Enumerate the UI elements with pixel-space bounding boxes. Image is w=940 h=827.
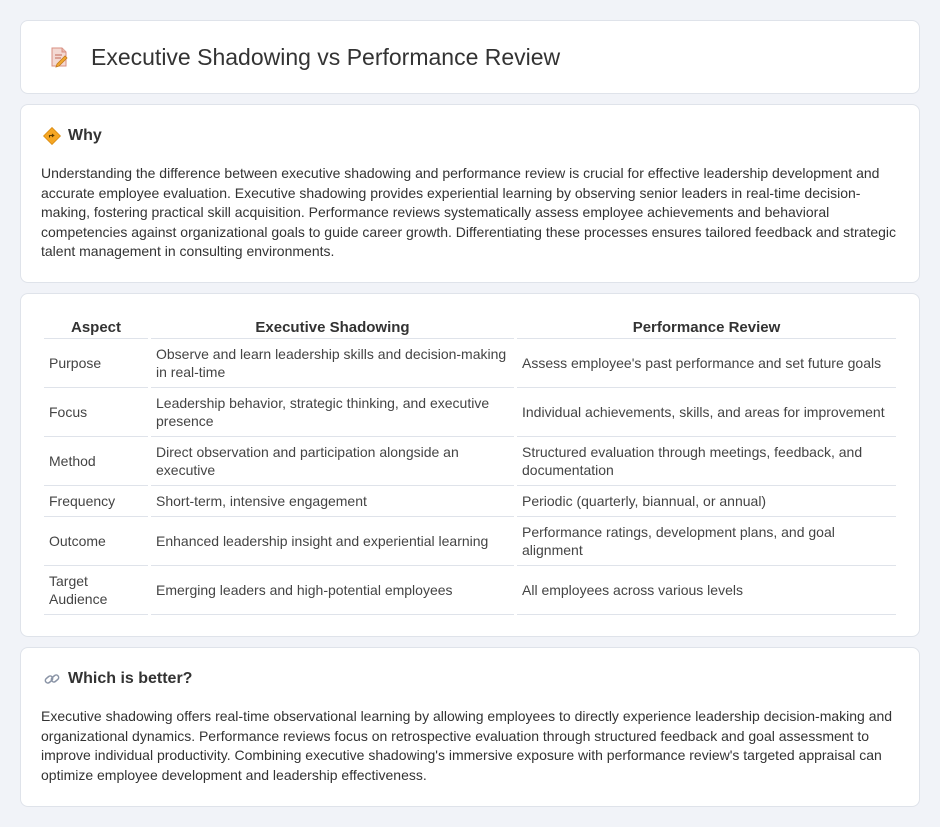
row-aspect: Frequency <box>44 486 148 517</box>
page-title: Executive Shadowing vs Performance Review <box>91 43 561 70</box>
row-aspect: Outcome <box>44 517 148 566</box>
comparison-table-card <box>20 293 920 637</box>
better-heading-row <box>43 668 899 690</box>
row-performance-review: Assess employee's past performance and set future goals <box>517 339 896 388</box>
header-card <box>20 20 920 94</box>
column-header-aspect: Aspect <box>44 316 148 339</box>
row-performance-review: Individual achievements, skills, and areas for improvement <box>517 388 896 437</box>
row-aspect: Target Audience <box>44 566 148 615</box>
table-header-row <box>44 316 896 339</box>
row-executive-shadowing: Short-term, intensive engagement <box>151 486 514 517</box>
table-row <box>44 339 896 388</box>
better-heading: Which is better? <box>68 670 193 687</box>
which-is-better-section <box>20 647 920 807</box>
row-performance-review: Periodic (quarterly, biannual, or annual) <box>517 486 896 517</box>
row-aspect: Method <box>44 437 148 486</box>
row-executive-shadowing: Leadership behavior, strategic thinking, and executive presence <box>151 388 514 437</box>
column-header-executive-shadowing: Executive Shadowing <box>151 316 514 339</box>
why-heading-row <box>43 125 899 147</box>
row-executive-shadowing: Direct observation and participation alongside an executive <box>151 437 514 486</box>
table-row <box>44 486 896 517</box>
better-text: Executive shadowing offers real-time observational learning by allowing employees to directly experience leadership decision-making and organizational dynamics. Performance reviews focus on retrospective evaluation through structured feedback and goal assessment to improve individual productivity. Combining executive shadowing's immersive exposure with performance review's targeted appraisal can optimize employee development and leadership effectiveness. <box>41 708 893 783</box>
table-row <box>44 566 896 615</box>
table-row <box>44 517 896 566</box>
row-performance-review: All employees across various levels <box>517 566 896 615</box>
row-executive-shadowing: Enhanced leadership insight and experiential learning <box>151 517 514 566</box>
diamond-sign-icon <box>43 127 61 145</box>
column-header-performance-review: Performance Review <box>517 316 896 339</box>
comparison-table <box>41 316 899 615</box>
row-executive-shadowing: Emerging leaders and high-potential employees <box>151 566 514 615</box>
document-pencil-icon <box>47 45 71 69</box>
row-performance-review: Performance ratings, development plans, and goal alignment <box>517 517 896 566</box>
why-text: Understanding the difference between executive shadowing and performance review is crucial for effective leadership development and accurate employee evaluation. Executive shadowing provides experiential learning by observing senior leaders in real-time decision-making, fostering practical skill acquisition. Performance reviews systematically assess employee achievements and behavioral competencies against organizational goals to guide career growth. Differentiating these processes ensures tailored feedback and strategic talent management in consulting environments. <box>41 165 897 260</box>
row-executive-shadowing: Observe and learn leadership skills and decision-making in real-time <box>151 339 514 388</box>
table-row <box>44 437 896 486</box>
table-row <box>44 388 896 437</box>
link-icon <box>43 670 61 688</box>
row-aspect: Purpose <box>44 339 148 388</box>
row-aspect: Focus <box>44 388 148 437</box>
row-performance-review: Structured evaluation through meetings, feedback, and documentation <box>517 437 896 486</box>
why-section <box>20 104 920 283</box>
why-heading: Why <box>68 127 102 144</box>
